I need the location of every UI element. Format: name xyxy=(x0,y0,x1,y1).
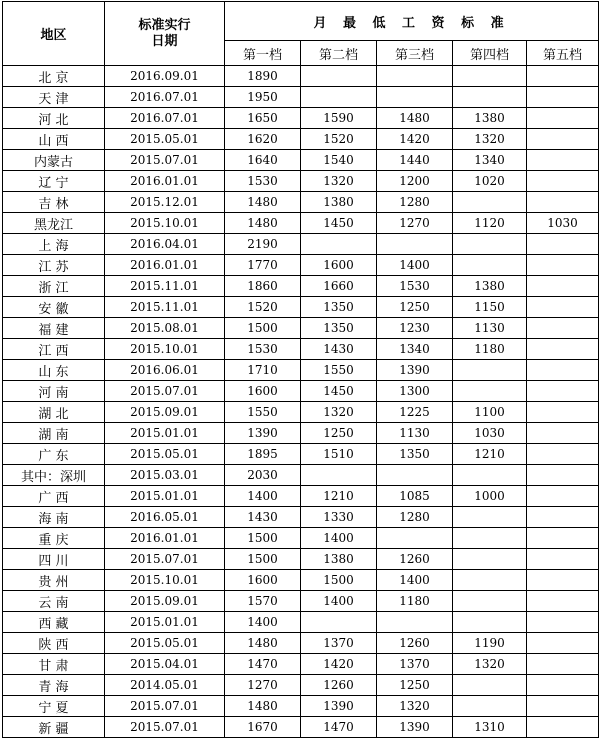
tier-2-cell xyxy=(301,234,377,255)
tier-3-cell xyxy=(377,465,453,486)
tier-1-cell: 1430 xyxy=(225,507,301,528)
tier-3-cell: 1230 xyxy=(377,318,453,339)
tier-2-cell: 1510 xyxy=(301,444,377,465)
tier-1-cell: 1480 xyxy=(225,213,301,234)
effective-date-cell: 2016.01.01 xyxy=(105,255,225,276)
tier-2-cell: 1260 xyxy=(301,675,377,696)
table-row xyxy=(3,255,599,276)
tier-3-header: 第三档 xyxy=(377,41,453,66)
tier-5-cell xyxy=(527,717,599,738)
tier-1-cell: 1500 xyxy=(225,549,301,570)
tier-1-cell: 1890 xyxy=(225,66,301,87)
tier-3-cell: 1270 xyxy=(377,213,453,234)
tier-1-cell: 1400 xyxy=(225,486,301,507)
table-row xyxy=(3,465,599,486)
effective-date-cell: 2015.05.01 xyxy=(105,444,225,465)
table-row xyxy=(3,213,599,234)
tier-5-cell xyxy=(527,150,599,171)
monthly-minimum-wage-header: 月 最 低 工 资 标 准 xyxy=(225,2,599,41)
tier-1-cell: 1550 xyxy=(225,402,301,423)
tier-1-cell: 1470 xyxy=(225,654,301,675)
tier-4-cell xyxy=(453,612,527,633)
tier-5-cell xyxy=(527,528,599,549)
tier-5-cell xyxy=(527,255,599,276)
tier-2-cell: 1380 xyxy=(301,192,377,213)
tier-4-cell xyxy=(453,66,527,87)
tier-2-cell: 1540 xyxy=(301,150,377,171)
effective-date-header xyxy=(105,2,225,66)
tier-3-cell: 1340 xyxy=(377,339,453,360)
table-row xyxy=(3,87,599,108)
region-cell: 甘 肃 xyxy=(3,654,105,675)
tier-5-cell xyxy=(527,696,599,717)
tier-1-cell: 1600 xyxy=(225,381,301,402)
tier-3-cell: 1280 xyxy=(377,507,453,528)
tier-2-cell: 1520 xyxy=(301,129,377,150)
tier-1-cell: 1600 xyxy=(225,570,301,591)
region-cell: 重 庆 xyxy=(3,528,105,549)
region-cell: 吉 林 xyxy=(3,192,105,213)
tier-3-cell: 1400 xyxy=(377,255,453,276)
region-cell: 山 东 xyxy=(3,360,105,381)
tier-1-cell: 1400 xyxy=(225,612,301,633)
effective-date-header-line1: 标准实行 xyxy=(138,17,191,33)
effective-date-cell: 2016.01.01 xyxy=(105,528,225,549)
tier-1-cell: 1710 xyxy=(225,360,301,381)
region-cell: 海 南 xyxy=(3,507,105,528)
effective-date-cell: 2015.09.01 xyxy=(105,591,225,612)
table-row xyxy=(3,297,599,318)
region-cell: 云 南 xyxy=(3,591,105,612)
table-row xyxy=(3,192,599,213)
effective-date-cell: 2016.07.01 xyxy=(105,108,225,129)
region-cell: 西 藏 xyxy=(3,612,105,633)
effective-date-cell: 2015.01.01 xyxy=(105,423,225,444)
effective-date-cell: 2015.10.01 xyxy=(105,570,225,591)
tier-2-cell: 1450 xyxy=(301,213,377,234)
region-cell: 山 西 xyxy=(3,129,105,150)
tier-4-cell: 1130 xyxy=(453,318,527,339)
table-row xyxy=(3,444,599,465)
tier-1-cell: 2030 xyxy=(225,465,301,486)
effective-date-cell: 2015.07.01 xyxy=(105,150,225,171)
tier-5-cell xyxy=(527,108,599,129)
effective-date-cell: 2016.07.01 xyxy=(105,87,225,108)
region-cell: 江 西 xyxy=(3,339,105,360)
effective-date-cell: 2015.09.01 xyxy=(105,402,225,423)
tier-1-cell: 1895 xyxy=(225,444,301,465)
tier-3-cell xyxy=(377,528,453,549)
tier-3-cell: 1250 xyxy=(377,675,453,696)
region-cell: 天 津 xyxy=(3,87,105,108)
tier-5-cell xyxy=(527,423,599,444)
tier-4-cell xyxy=(453,255,527,276)
tier-3-cell xyxy=(377,612,453,633)
table-row xyxy=(3,570,599,591)
tier-4-cell: 1380 xyxy=(453,276,527,297)
tier-4-cell: 1120 xyxy=(453,213,527,234)
tier-5-cell xyxy=(527,402,599,423)
tier-4-cell xyxy=(453,192,527,213)
tier-4-cell xyxy=(453,87,527,108)
region-cell: 其中：深圳 xyxy=(3,465,105,486)
tier-4-cell xyxy=(453,675,527,696)
tier-5-cell xyxy=(527,675,599,696)
effective-date-cell: 2016.04.01 xyxy=(105,234,225,255)
tier-2-cell xyxy=(301,87,377,108)
tier-5-cell xyxy=(527,360,599,381)
table-row xyxy=(3,423,599,444)
tier-3-cell xyxy=(377,234,453,255)
region-cell: 内蒙古 xyxy=(3,150,105,171)
tier-3-cell: 1420 xyxy=(377,129,453,150)
table-row xyxy=(3,108,599,129)
tier-3-cell: 1400 xyxy=(377,570,453,591)
tier-2-cell: 1350 xyxy=(301,297,377,318)
tier-4-cell: 1380 xyxy=(453,108,527,129)
tier-2-header: 第二档 xyxy=(301,41,377,66)
table-row xyxy=(3,633,599,654)
region-cell: 安 徽 xyxy=(3,297,105,318)
tier-3-cell: 1225 xyxy=(377,402,453,423)
tier-4-cell: 1310 xyxy=(453,717,527,738)
tier-1-cell: 1860 xyxy=(225,276,301,297)
tier-3-cell: 1370 xyxy=(377,654,453,675)
tier-2-cell: 1420 xyxy=(301,654,377,675)
table-row xyxy=(3,717,599,738)
effective-date-cell: 2016.09.01 xyxy=(105,66,225,87)
tier-2-cell: 1550 xyxy=(301,360,377,381)
tier-2-cell: 1320 xyxy=(301,171,377,192)
tier-4-header: 第四档 xyxy=(453,41,527,66)
region-cell: 青 海 xyxy=(3,675,105,696)
tier-3-cell: 1200 xyxy=(377,171,453,192)
tier-1-cell: 1950 xyxy=(225,87,301,108)
tier-5-cell xyxy=(527,234,599,255)
tier-3-cell: 1530 xyxy=(377,276,453,297)
tier-2-cell xyxy=(301,465,377,486)
tier-1-cell: 1480 xyxy=(225,192,301,213)
tier-4-cell: 1100 xyxy=(453,402,527,423)
tier-2-cell: 1370 xyxy=(301,633,377,654)
tier-5-header: 第五档 xyxy=(527,41,599,66)
region-cell: 湖 南 xyxy=(3,423,105,444)
tier-4-cell xyxy=(453,381,527,402)
effective-date-cell: 2015.07.01 xyxy=(105,549,225,570)
tier-2-cell: 1330 xyxy=(301,507,377,528)
tier-4-cell xyxy=(453,507,527,528)
tier-5-cell xyxy=(527,591,599,612)
tier-4-cell xyxy=(453,465,527,486)
table-row xyxy=(3,318,599,339)
tier-2-cell xyxy=(301,612,377,633)
region-cell: 宁 夏 xyxy=(3,696,105,717)
tier-3-cell: 1440 xyxy=(377,150,453,171)
tier-1-cell: 1530 xyxy=(225,171,301,192)
effective-date-cell: 2015.07.01 xyxy=(105,696,225,717)
table-row xyxy=(3,528,599,549)
tier-3-cell: 1480 xyxy=(377,108,453,129)
effective-date-cell: 2015.03.01 xyxy=(105,465,225,486)
tier-3-cell: 1350 xyxy=(377,444,453,465)
tier-1-cell: 1480 xyxy=(225,633,301,654)
region-cell: 黑龙江 xyxy=(3,213,105,234)
effective-date-cell: 2016.05.01 xyxy=(105,507,225,528)
table-row xyxy=(3,591,599,612)
region-cell: 湖 北 xyxy=(3,402,105,423)
tier-4-cell: 1320 xyxy=(453,654,527,675)
tier-4-cell xyxy=(453,570,527,591)
table-row xyxy=(3,150,599,171)
tier-5-cell xyxy=(527,654,599,675)
table-row xyxy=(3,654,599,675)
tier-2-cell: 1600 xyxy=(301,255,377,276)
tier-3-cell: 1390 xyxy=(377,360,453,381)
tier-2-cell: 1500 xyxy=(301,570,377,591)
table-row xyxy=(3,612,599,633)
region-cell: 广 西 xyxy=(3,486,105,507)
table-body xyxy=(3,66,599,738)
tier-3-cell: 1250 xyxy=(377,297,453,318)
tier-1-cell: 1670 xyxy=(225,717,301,738)
tier-3-cell: 1320 xyxy=(377,696,453,717)
tier-4-cell: 1320 xyxy=(453,129,527,150)
tier-5-cell xyxy=(527,192,599,213)
tier-1-cell: 1390 xyxy=(225,423,301,444)
tier-4-cell: 1180 xyxy=(453,339,527,360)
tier-5-cell xyxy=(527,612,599,633)
table-row xyxy=(3,171,599,192)
tier-5-cell xyxy=(527,633,599,654)
effective-date-cell: 2016.06.01 xyxy=(105,360,225,381)
tier-3-cell: 1260 xyxy=(377,633,453,654)
tier-3-cell: 1130 xyxy=(377,423,453,444)
effective-date-cell: 2015.10.01 xyxy=(105,339,225,360)
region-cell: 陕 西 xyxy=(3,633,105,654)
tier-3-cell: 1180 xyxy=(377,591,453,612)
tier-2-cell: 1450 xyxy=(301,381,377,402)
region-cell: 广 东 xyxy=(3,444,105,465)
tier-1-cell: 1650 xyxy=(225,108,301,129)
tier-4-cell: 1340 xyxy=(453,150,527,171)
tier-5-cell xyxy=(527,549,599,570)
tier-1-cell: 1640 xyxy=(225,150,301,171)
table-row xyxy=(3,66,599,87)
tier-3-cell: 1300 xyxy=(377,381,453,402)
tier-5-cell xyxy=(527,381,599,402)
region-cell: 江 苏 xyxy=(3,255,105,276)
region-cell: 河 南 xyxy=(3,381,105,402)
tier-4-cell xyxy=(453,549,527,570)
table-row xyxy=(3,549,599,570)
table-row xyxy=(3,339,599,360)
region-cell: 新 疆 xyxy=(3,717,105,738)
tier-3-cell: 1280 xyxy=(377,192,453,213)
tier-5-cell xyxy=(527,297,599,318)
tier-1-cell: 1620 xyxy=(225,129,301,150)
tier-5-cell xyxy=(527,66,599,87)
tier-2-cell: 1320 xyxy=(301,402,377,423)
table-row xyxy=(3,234,599,255)
table-row xyxy=(3,360,599,381)
tier-5-cell xyxy=(527,444,599,465)
tier-5-cell xyxy=(527,507,599,528)
effective-date-cell: 2015.11.01 xyxy=(105,297,225,318)
tier-5-cell xyxy=(527,129,599,150)
region-cell: 河 北 xyxy=(3,108,105,129)
tier-2-cell: 1590 xyxy=(301,108,377,129)
table-row xyxy=(3,696,599,717)
tier-2-cell: 1400 xyxy=(301,528,377,549)
effective-date-cell: 2015.05.01 xyxy=(105,633,225,654)
tier-3-cell xyxy=(377,66,453,87)
tier-4-cell: 1150 xyxy=(453,297,527,318)
effective-date-cell: 2015.04.01 xyxy=(105,654,225,675)
effective-date-cell: 2015.05.01 xyxy=(105,129,225,150)
tier-4-cell xyxy=(453,591,527,612)
tier-4-cell: 1000 xyxy=(453,486,527,507)
tier-1-cell: 1270 xyxy=(225,675,301,696)
tier-1-cell: 1530 xyxy=(225,339,301,360)
tier-3-cell: 1260 xyxy=(377,549,453,570)
region-cell: 贵 州 xyxy=(3,570,105,591)
tier-1-header: 第一档 xyxy=(225,41,301,66)
effective-date-cell: 2015.10.01 xyxy=(105,213,225,234)
tier-4-cell xyxy=(453,696,527,717)
tier-2-cell: 1470 xyxy=(301,717,377,738)
tier-4-cell: 1020 xyxy=(453,171,527,192)
region-cell: 浙 江 xyxy=(3,276,105,297)
region-cell: 北 京 xyxy=(3,66,105,87)
table-row xyxy=(3,486,599,507)
tier-2-cell: 1210 xyxy=(301,486,377,507)
tier-5-cell xyxy=(527,339,599,360)
region-cell: 上 海 xyxy=(3,234,105,255)
effective-date-cell: 2016.01.01 xyxy=(105,171,225,192)
tier-4-cell: 1210 xyxy=(453,444,527,465)
table-row xyxy=(3,402,599,423)
tier-1-cell: 1520 xyxy=(225,297,301,318)
effective-date-cell: 2015.01.01 xyxy=(105,612,225,633)
effective-date-cell: 2014.05.01 xyxy=(105,675,225,696)
effective-date-cell: 2015.11.01 xyxy=(105,276,225,297)
effective-date-cell: 2015.07.01 xyxy=(105,381,225,402)
tier-2-cell: 1390 xyxy=(301,696,377,717)
tier-5-cell xyxy=(527,486,599,507)
table-row xyxy=(3,276,599,297)
table-row xyxy=(3,507,599,528)
tier-5-cell xyxy=(527,318,599,339)
tier-3-cell xyxy=(377,87,453,108)
tier-5-cell xyxy=(527,276,599,297)
tier-3-cell: 1390 xyxy=(377,717,453,738)
tier-2-cell: 1430 xyxy=(301,339,377,360)
tier-4-cell: 1190 xyxy=(453,633,527,654)
region-cell: 四 川 xyxy=(3,549,105,570)
tier-2-cell: 1660 xyxy=(301,276,377,297)
tier-1-cell: 1770 xyxy=(225,255,301,276)
tier-5-cell: 1030 xyxy=(527,213,599,234)
effective-date-header-line2: 日期 xyxy=(151,33,178,49)
tier-1-cell: 1570 xyxy=(225,591,301,612)
effective-date-cell: 2015.01.01 xyxy=(105,486,225,507)
tier-2-cell: 1400 xyxy=(301,591,377,612)
tier-2-cell xyxy=(301,66,377,87)
table-row xyxy=(3,129,599,150)
tier-5-cell xyxy=(527,570,599,591)
tier-3-cell: 1085 xyxy=(377,486,453,507)
tier-4-cell xyxy=(453,528,527,549)
tier-2-cell: 1250 xyxy=(301,423,377,444)
minimum-wage-table xyxy=(2,1,599,738)
table-row xyxy=(3,381,599,402)
table-row xyxy=(3,675,599,696)
tier-5-cell xyxy=(527,87,599,108)
effective-date-cell: 2015.12.01 xyxy=(105,192,225,213)
tier-4-cell xyxy=(453,360,527,381)
effective-date-cell: 2015.07.01 xyxy=(105,717,225,738)
tier-1-cell: 1500 xyxy=(225,318,301,339)
tier-5-cell xyxy=(527,171,599,192)
effective-date-cell: 2015.08.01 xyxy=(105,318,225,339)
region-cell: 辽 宁 xyxy=(3,171,105,192)
region-header: 地区 xyxy=(3,2,105,66)
tier-4-cell xyxy=(453,234,527,255)
tier-4-cell: 1030 xyxy=(453,423,527,444)
tier-1-cell: 1480 xyxy=(225,696,301,717)
tier-5-cell xyxy=(527,465,599,486)
region-cell: 福 建 xyxy=(3,318,105,339)
tier-2-cell: 1350 xyxy=(301,318,377,339)
tier-1-cell: 1500 xyxy=(225,528,301,549)
tier-2-cell: 1380 xyxy=(301,549,377,570)
tier-1-cell: 2190 xyxy=(225,234,301,255)
